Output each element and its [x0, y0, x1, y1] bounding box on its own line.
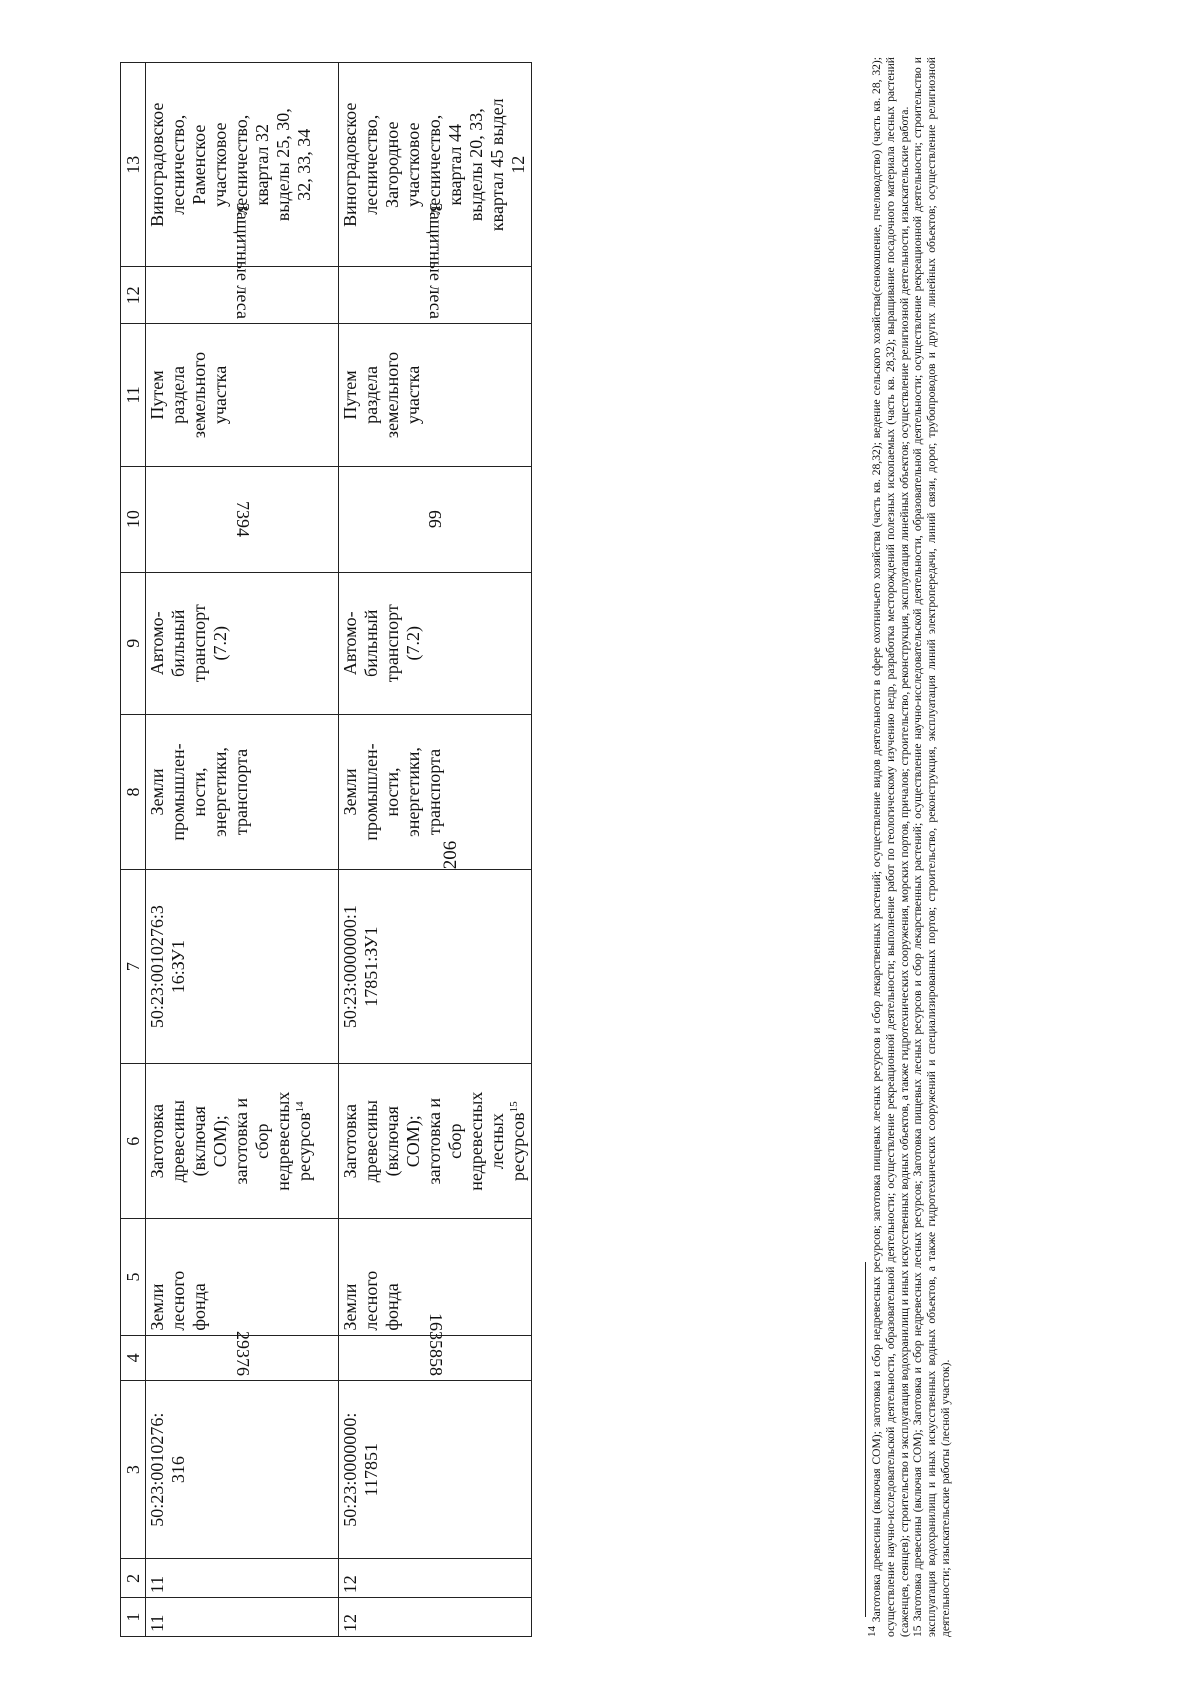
- forest-type-cell: [339, 203, 532, 324]
- new-area-cell: [339, 466, 532, 572]
- new-plot-number: 50:23:0000000:1 17851:ЗУ1: [339, 870, 532, 1064]
- new-area-value: 7394: [232, 501, 253, 538]
- header-cell: 4: [121, 1335, 146, 1380]
- permitted-use: [339, 1064, 532, 1219]
- cadastral-number: 50:23:0010276: 316: [146, 1380, 339, 1558]
- formation-method: Путем раздела земельного участка: [339, 324, 532, 466]
- header-cell: 6: [121, 1064, 146, 1219]
- permitted-use-text: Заготовка древесины (включая СОМ); заготовка и сбор недревесных ресурсов: [147, 1091, 314, 1191]
- new-permitted-use: Автомо- бильный транспорт (7.2): [146, 572, 339, 714]
- land-category: Земли лесного фонда: [146, 1219, 339, 1335]
- new-area-value: 99: [424, 510, 445, 529]
- new-area-cell: [146, 466, 339, 572]
- footnote-15: [911, 57, 952, 1637]
- new-permitted-use: Автомо- бильный транспорт (7.2): [339, 572, 532, 714]
- forest-location: Виноградовское лесничество, Раменское участковое лесничество, квартал 32 выделы 25, 30, 32, 33, 34: [146, 63, 339, 267]
- plot-number: 11: [146, 1559, 339, 1598]
- header-cell: 2: [121, 1559, 146, 1598]
- plot-number: 12: [339, 1559, 532, 1598]
- footnote-ref: 15: [508, 1101, 520, 1113]
- footnote-mark: 14: [866, 1626, 879, 1637]
- cadastral-number: 50:23:0000000: 117851: [339, 1380, 532, 1558]
- footnote-mark: 15: [911, 1625, 925, 1637]
- new-land-category: Земли промышлен- ности, энергетики, транспорта: [339, 714, 532, 869]
- forest-type: Защитные леса: [425, 203, 446, 320]
- header-cell: 10: [121, 466, 146, 572]
- table-header-row: [121, 63, 146, 1637]
- land-plot-table: [120, 62, 532, 1637]
- permitted-use: [146, 1064, 339, 1219]
- header-cell: 11: [121, 324, 146, 466]
- formation-method: Путем раздела земельного участка: [146, 324, 339, 466]
- header-cell: 9: [121, 572, 146, 714]
- area-value: 29376: [232, 1330, 253, 1376]
- header-cell: 8: [121, 714, 146, 869]
- forest-location: Виноградовское лесничество, Загородное участковое лесничество, квартал 44 выделы 20, 33, квартал 45 выдел 12: [339, 63, 532, 267]
- permitted-use-text: Заготовка древесины (включая СОМ); заготовка и сбор недревесных лесных ресурсов: [340, 1091, 528, 1191]
- footnote-separator: [865, 1262, 866, 1617]
- new-land-category: Земли промышлен- ности, энергетики, транспорта: [146, 714, 339, 869]
- header-cell: 3: [121, 1380, 146, 1558]
- footnote-text: Заготовка древесины (включая СОМ); заготовка и сбор недревесных ресурсов; заготовка пищевых лесных ресурсов и сбор лекарственных растений; осуществление видов деятельности в сфере охотничьего хозяйства (часть кв. 28,32); ведение сельского хозяйства(сенокошение, пчеловодство) (часть кв. 28, 32); осуществление научно-исследовательской деятельности, образовательной деятельности; осуществление рекреационной деятельности; выполнение работ по геологическому изучению недр, разработка месторождений полезных ископаемых (часть кв. 28,32); выращивание посадочного материала лесных растений (саженцев, сеянцев); строительство и эксплуатация водохранилищ и иных искусственных водных объектов, а также гидротехнических сооружения, морских портов, причалов; строительство, реконструкция, эксплуатация линейных объектов; осуществление религиозной деятельности, изыскательские работа.: [870, 57, 911, 1637]
- footnote-text: Заготовка древесины (включая СОМ); Заготовка и сбор недревесных лесных ресурсов; Заготовка пищевых лесных ресурсов и сбор лекарственных растений; осуществление научно-исследовательской деятельности, образовательной деятельности; осуществление рекреационной деятельности; строительство и эксплуатация водохранилищ и иных искусственных водных объектов, а также гидротехнических сооружений и специализированных портов; строительство, реконструкция, эксплуатация линий электропередачи, линий связи, дорог, трубопроводов и других линейных объектов; осуществление религиозной деятельности; изыскательские работы (лесной участок).: [911, 57, 952, 1637]
- footnote-ref: 14: [294, 1101, 306, 1113]
- area-cell: [146, 1330, 339, 1380]
- table-row: [146, 63, 339, 1637]
- footnotes: [866, 57, 953, 1637]
- new-plot-number: 50:23:0010276:3 16:ЗУ1: [146, 870, 339, 1064]
- page-number: 206: [440, 840, 461, 870]
- header-cell: 1: [121, 1598, 146, 1637]
- forest-type-cell: [146, 203, 339, 324]
- header-cell: 12: [121, 267, 146, 324]
- header-cell: 7: [121, 870, 146, 1064]
- table-row: [339, 63, 532, 1637]
- row-number: 11: [146, 1598, 339, 1637]
- header-cell: 13: [121, 63, 146, 267]
- header-cell: 5: [121, 1219, 146, 1335]
- area-value: 1635858: [425, 1312, 446, 1376]
- row-number: 12: [339, 1598, 532, 1637]
- land-category: Земли лесного фонда: [339, 1219, 532, 1335]
- footnote-14: [866, 57, 911, 1637]
- area-cell: [339, 1312, 532, 1380]
- forest-type: Защитные леса: [232, 203, 253, 320]
